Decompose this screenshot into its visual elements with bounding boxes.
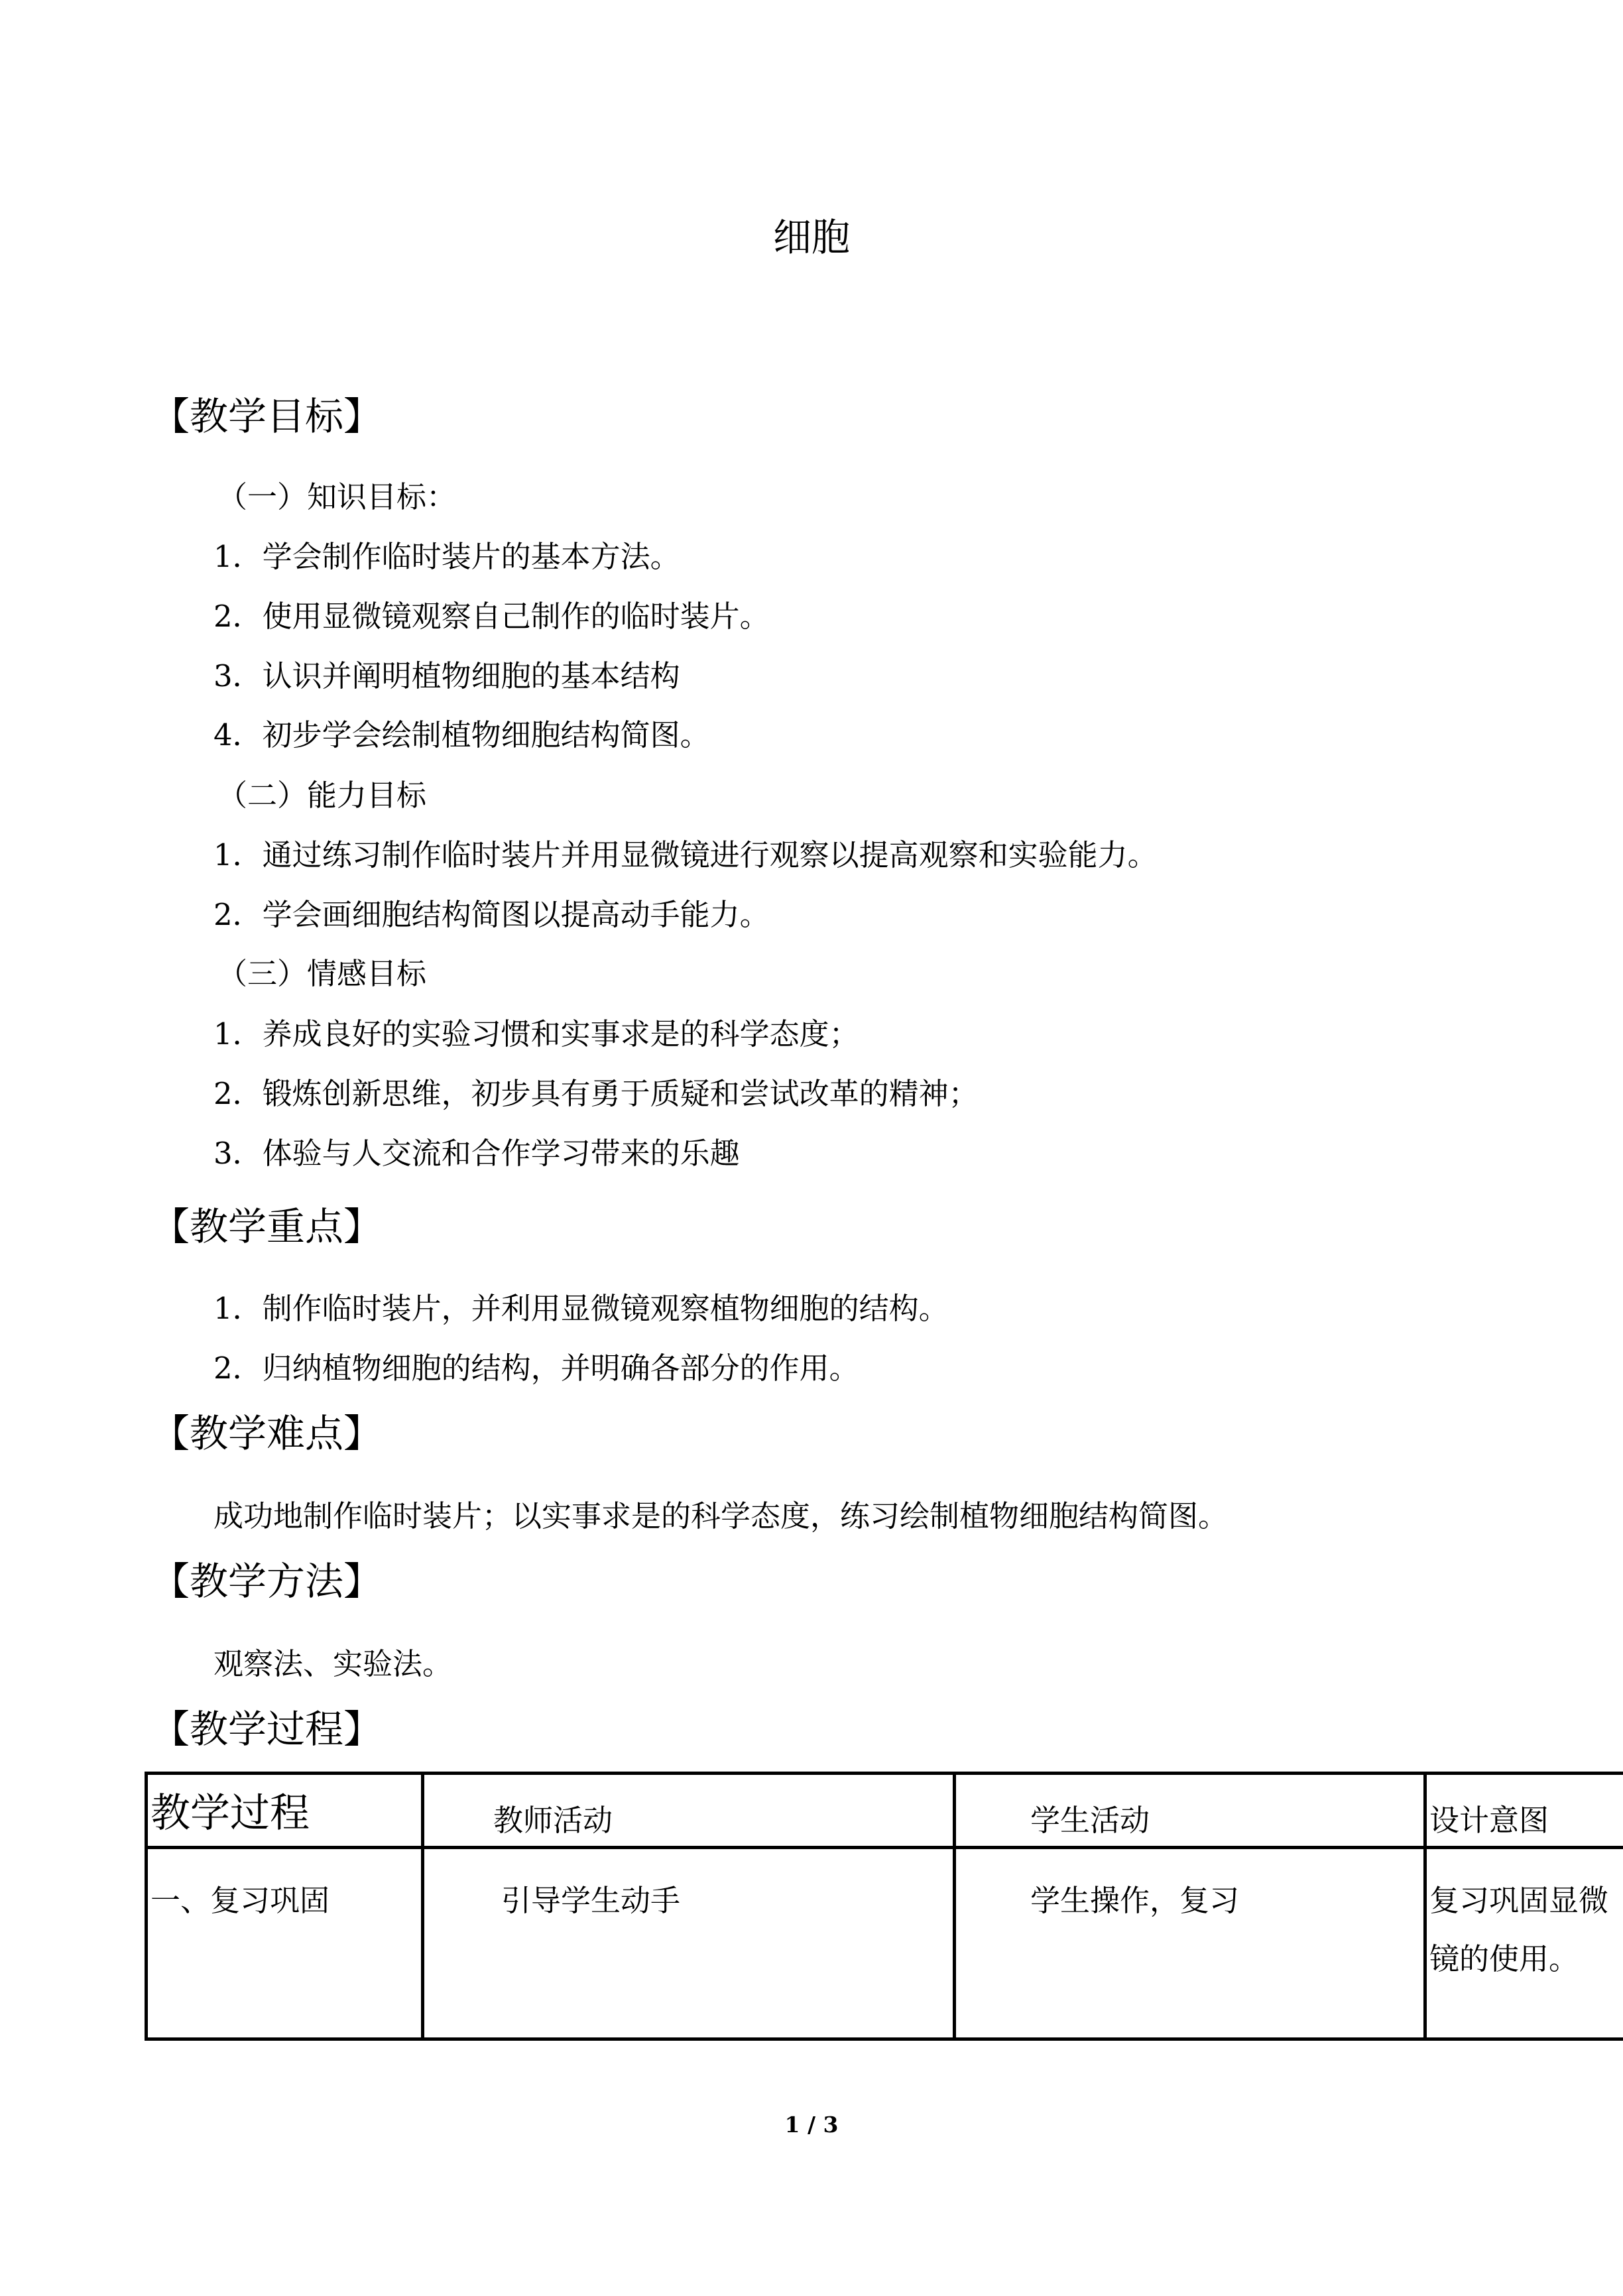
heading-process: 【教学过程】 [151, 1707, 383, 1752]
teaching-process-table [145, 1772, 1623, 2041]
ability-objectives-label: （二）能力目标 [217, 778, 427, 813]
cell-stage: 一、复习巩固 [147, 1848, 423, 2039]
header-teacher: 教师活动 [423, 1774, 955, 1848]
cell-intent-line-2: 镜的使用。 [1429, 1941, 1579, 1976]
cell-student: 学生操作，复习 [955, 1848, 1425, 2039]
heading-key-points: 【教学重点】 [151, 1204, 383, 1249]
cell-intent-line-1: 复习巩固显微 [1429, 1883, 1609, 1918]
heading-objectives: 【教学目标】 [151, 394, 383, 439]
knowledge-item-1: 1．学会制作临时装片的基本方法。 [213, 539, 680, 574]
emotion-item-2: 2．锻炼创新思维，初步具有勇于质疑和尝试改革的精神； [213, 1076, 979, 1111]
ability-item-2: 2．学会画细胞结构简图以提高动手能力。 [213, 897, 770, 932]
methods-text: 观察法、实验法。 [213, 1646, 453, 1681]
emotion-item-1: 1．养成良好的实验习惯和实事求是的科学态度； [213, 1016, 859, 1052]
emotion-item-3: 3．体验与人交流和合作学习带来的乐趣 [213, 1136, 740, 1171]
key-point-1: 1．制作临时装片，并利用显微镜观察植物细胞的结构。 [213, 1291, 949, 1326]
knowledge-objectives-label: （一）知识目标： [217, 479, 457, 514]
page-number: 1 / 3 [784, 2112, 839, 2138]
header-stage: 教学过程 [147, 1774, 423, 1848]
heading-difficulties: 【教学难点】 [151, 1411, 383, 1456]
table-row [147, 1848, 1623, 2039]
cell-teacher: 引导学生动手 [423, 1848, 955, 2039]
cell-intent [1425, 1848, 1623, 2039]
header-intent: 设计意图 [1425, 1774, 1623, 1848]
difficulties-text: 成功地制作临时装片；以实事求是的科学态度，练习绘制植物细胞结构简图。 [213, 1498, 1229, 1534]
document-title: 细胞 [772, 215, 850, 260]
header-student: 学生活动 [955, 1774, 1425, 1848]
knowledge-item-3: 3．认识并阐明植物细胞的基本结构 [213, 658, 680, 694]
key-point-2: 2．归纳植物细胞的结构，并明确各部分的作用。 [213, 1351, 859, 1386]
heading-methods: 【教学方法】 [151, 1559, 383, 1604]
ability-item-1: 1．通过练习制作临时装片并用显微镜进行观察以提高观察和实验能力。 [213, 837, 1158, 873]
knowledge-item-4: 4．初步学会绘制植物细胞结构简图。 [213, 717, 710, 753]
knowledge-item-2: 2．使用显微镜观察自己制作的临时装片。 [213, 599, 770, 634]
table-header-row [147, 1774, 1623, 1848]
emotion-objectives-label: （三）情感目标 [217, 956, 427, 991]
